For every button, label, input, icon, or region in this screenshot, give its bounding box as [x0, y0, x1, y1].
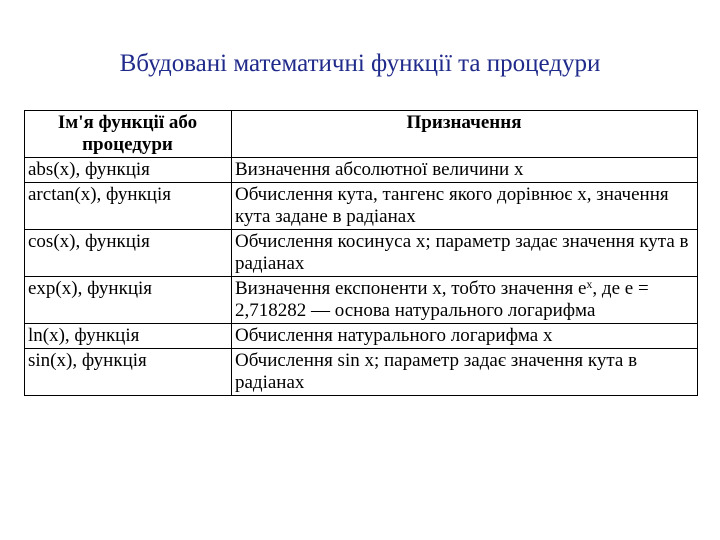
function-purpose: Обчислення натурального логарифма x — [232, 324, 698, 349]
table-row — [25, 324, 698, 349]
purpose-text: Визначення експоненти x, тобто значення e — [235, 278, 587, 299]
table-row — [25, 230, 698, 277]
function-purpose: Визначення абсолютної величини x — [232, 158, 698, 183]
table-row — [25, 183, 698, 230]
functions-table — [24, 110, 698, 396]
header-name: Ім'я функції або процедури — [25, 111, 232, 158]
function-name: exp(x), функція — [25, 277, 232, 324]
table-row — [25, 349, 698, 396]
function-purpose: Обчислення кута, тангенс якого дорівнює x, значення кута задане в радіанах — [232, 183, 698, 230]
table-row — [25, 158, 698, 183]
function-purpose: Обчислення косинуса x; параметр задає значення кута в радіанах — [232, 230, 698, 277]
function-purpose — [232, 277, 698, 324]
function-name: abs(x), функція — [25, 158, 232, 183]
function-name: sin(x), функція — [25, 349, 232, 396]
purpose-text-continued: , де e = 2,718282 — основа натурального логарифма — [235, 278, 649, 321]
header-purpose: Призначення — [232, 111, 698, 158]
table-header-row — [25, 111, 698, 158]
function-name: ln(x), функція — [25, 324, 232, 349]
function-name: arctan(x), функція — [25, 183, 232, 230]
exponent-superscript: x — [586, 277, 593, 291]
table-row — [25, 277, 698, 324]
slide-title: Вбудовані математичні функції та процедури — [119, 50, 601, 77]
function-name: cos(x), функція — [25, 230, 232, 277]
function-purpose: Обчислення sin x; параметр задає значення кута в радіанах — [232, 349, 698, 396]
